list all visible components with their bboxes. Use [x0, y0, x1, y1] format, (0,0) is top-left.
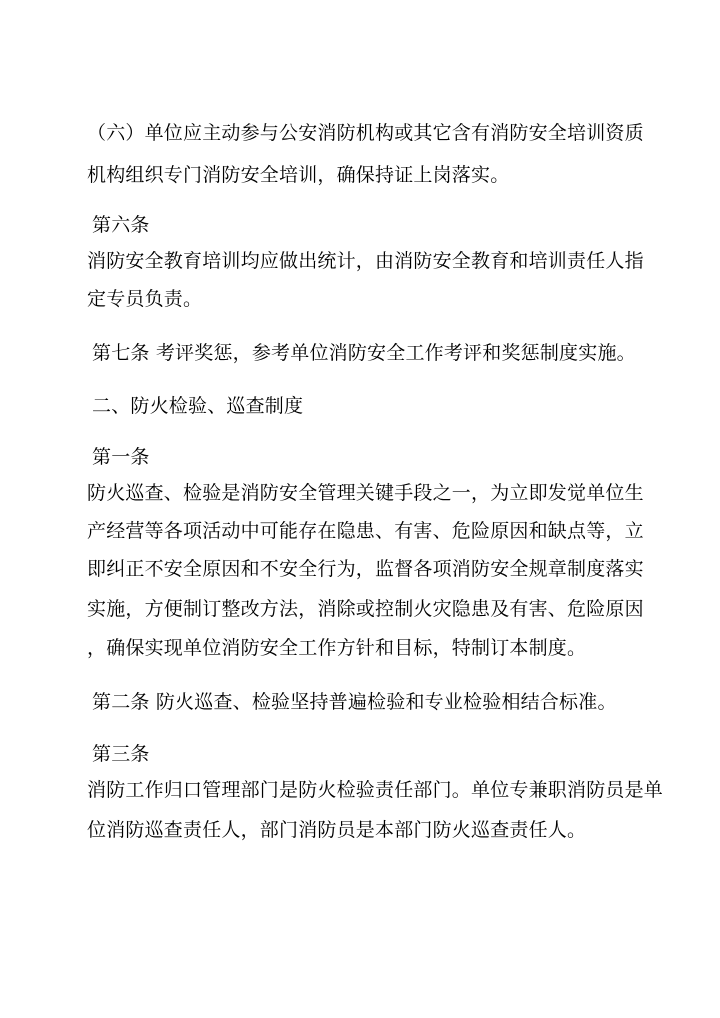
- article-heading: 第三条: [92, 743, 150, 765]
- section-heading: 二、防火检验、巡查制度: [92, 395, 304, 417]
- text-line: ，确保实现单位消防安全工作方针和目标，特制订本制度。: [87, 637, 587, 659]
- text-line: 位消防巡查责任人，部门消防员是本部门防火巡查责任人。: [87, 819, 587, 841]
- article-heading: 第一条: [92, 446, 150, 468]
- text-line: 第七条 考评奖惩，参考单位消防安全工作考评和奖惩制度实施。: [92, 342, 636, 364]
- text-line: 消防安全教育培训均应做出统计，由消防安全教育和培训责任人指: [87, 250, 644, 272]
- text-line: 产经营等各项活动中可能存在隐患、有害、危险原因和缺点等，立: [87, 520, 644, 542]
- text-line: 实施，方便制订整改方法，消除或控制火灾隐患及有害、危险原因: [87, 598, 644, 620]
- text-line: （六）单位应主动参与公安消防机构或其它含有消防安全培训资质: [87, 122, 644, 144]
- article-heading: 第六条: [92, 214, 150, 236]
- text-line: 即纠正不安全原因和不安全行为，监督各项消防安全规章制度落实: [87, 558, 644, 580]
- text-line: 定专员负责。: [87, 288, 203, 310]
- text-line: 防火巡查、检验是消防安全管理关键手段之一，为立即发觉单位生: [87, 482, 644, 504]
- text-line: 消防工作归口管理部门是防火检验责任部门。单位专兼职消防员是单: [87, 779, 664, 801]
- text-line: 第二条 防火巡查、检验坚持普遍检验和专业检验相结合标准。: [92, 691, 617, 713]
- text-line: 机构组织专门消防安全培训，确保持证上岗落实。: [87, 164, 510, 186]
